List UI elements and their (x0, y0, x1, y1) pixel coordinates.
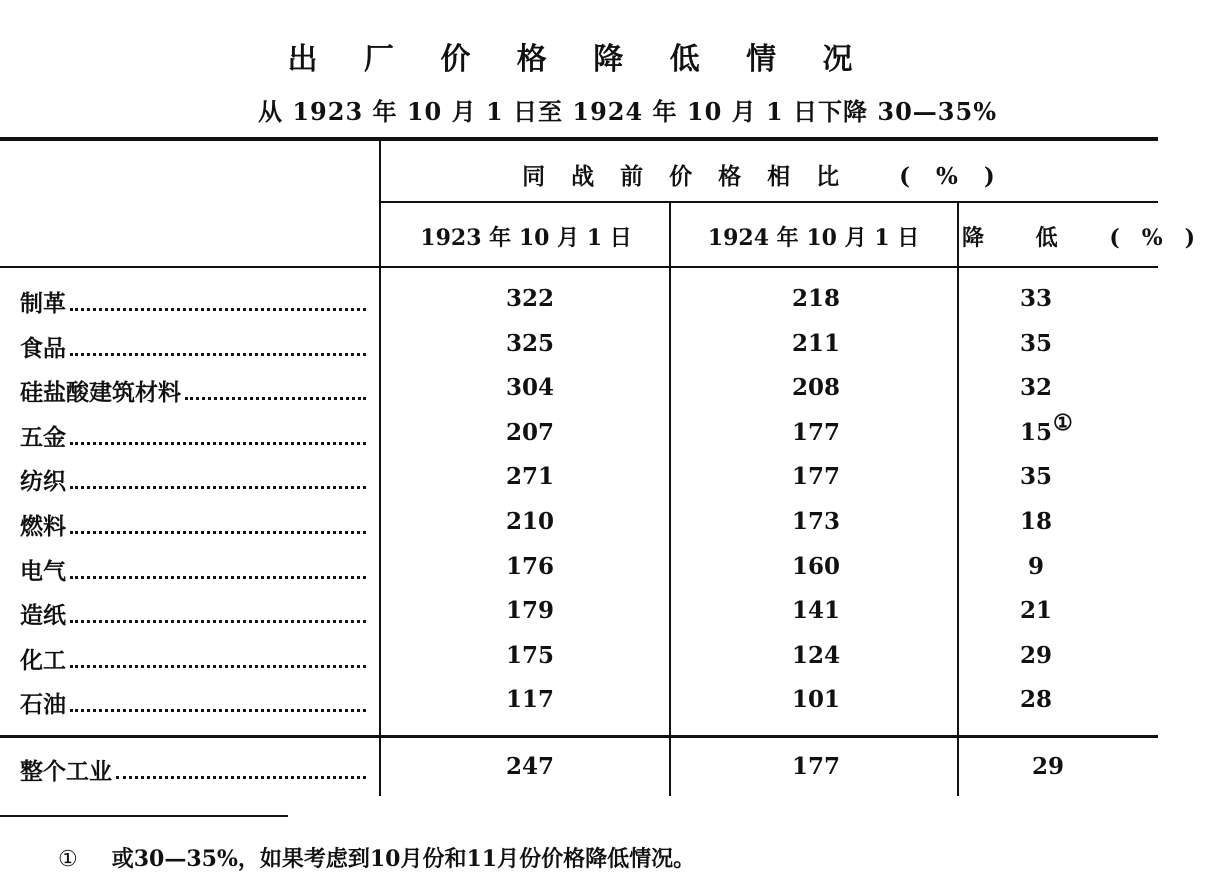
table-row (0, 368, 1158, 413)
table-row (0, 457, 1158, 502)
row-label: 燃料 (20, 508, 366, 541)
value-drop: 28 (1020, 686, 1053, 714)
value-drop: 33 (1020, 285, 1053, 312)
row-label: 食品 (20, 330, 366, 363)
row-label: 纺织 (20, 463, 366, 496)
table-row (0, 324, 1158, 369)
table-body (0, 279, 1158, 725)
value-drop: 29 (1020, 641, 1053, 669)
value-drop: 21 (1020, 597, 1053, 625)
footnote (58, 842, 695, 873)
row-label: 电气 (20, 553, 366, 586)
total-value-1923: 247 (505, 753, 554, 780)
header-bottom-rule (0, 266, 1158, 268)
value-1923: 175 (505, 641, 554, 669)
value-drop: 15① (1020, 409, 1073, 446)
footnote-text: 或30—35%，如果考虑到10月份和11月份价格降低情况。 (111, 846, 696, 872)
row-label: 造纸 (20, 597, 366, 630)
column-header-1923: 1923 年 10 月 1 日 (420, 225, 632, 251)
total-value-1924: 177 (791, 753, 840, 780)
value-1924: 124 (791, 641, 840, 669)
value-1923: 179 (505, 597, 554, 625)
value-1924: 101 (791, 686, 840, 714)
table-row (0, 547, 1158, 592)
row-label: 五金 (20, 419, 366, 452)
value-drop: 9 (1028, 552, 1045, 580)
value-1924: 141 (791, 597, 840, 625)
total-separator-rule (0, 735, 1158, 738)
value-1924: 218 (791, 285, 840, 312)
total-row (0, 747, 1158, 791)
value-1923: 271 (505, 463, 554, 491)
row-label: 硅盐酸建筑材料 (20, 374, 366, 407)
footnote-rule (0, 815, 288, 817)
value-1923: 117 (505, 686, 554, 714)
value-1923: 210 (505, 507, 554, 535)
footnote-mark: ① (58, 847, 78, 872)
value-1923: 207 (505, 418, 554, 446)
table-row (0, 409, 1158, 458)
value-1924: 173 (791, 507, 840, 535)
row-label: 化工 (20, 642, 366, 675)
total-value-drop: 29 (1032, 753, 1065, 780)
row-label: 石油 (20, 686, 366, 719)
value-1923: 304 (505, 374, 554, 402)
value-1924: 177 (791, 463, 840, 491)
table-row (0, 636, 1158, 681)
group-header-rule (379, 201, 1158, 203)
value-drop: 35 (1020, 463, 1053, 491)
value-drop: 32 (1020, 374, 1053, 402)
column-header-1924: 1924 年 10 月 1 日 (707, 225, 920, 251)
table-row (0, 502, 1158, 547)
table-row (0, 591, 1158, 636)
value-1923: 176 (505, 552, 554, 580)
column-header-drop: 降 低 (%) (962, 225, 1217, 251)
page-title: 出 厂 价 格 降 低 情 况 (287, 42, 871, 77)
table-top-rule (0, 137, 1158, 141)
row-label: 制革 (20, 285, 366, 318)
value-1924: 177 (791, 418, 840, 446)
table-row (0, 279, 1158, 324)
footnote-reference: ① (1053, 409, 1073, 436)
value-1924: 208 (791, 374, 840, 402)
value-1924: 211 (791, 329, 840, 357)
value-drop: 35 (1020, 329, 1053, 357)
group-header: 同战前价格相比 (%) (522, 163, 1021, 190)
total-label: 整个工业 (20, 753, 366, 786)
value-1924: 160 (791, 552, 840, 580)
table-row (0, 680, 1158, 725)
value-drop: 18 (1020, 507, 1053, 535)
value-1923: 322 (505, 285, 554, 312)
page-subtitle: 从 1923 年 10 月 1 日至 1924 年 10 月 1 日下降 30—35% (258, 97, 998, 126)
value-1923: 325 (505, 329, 554, 357)
